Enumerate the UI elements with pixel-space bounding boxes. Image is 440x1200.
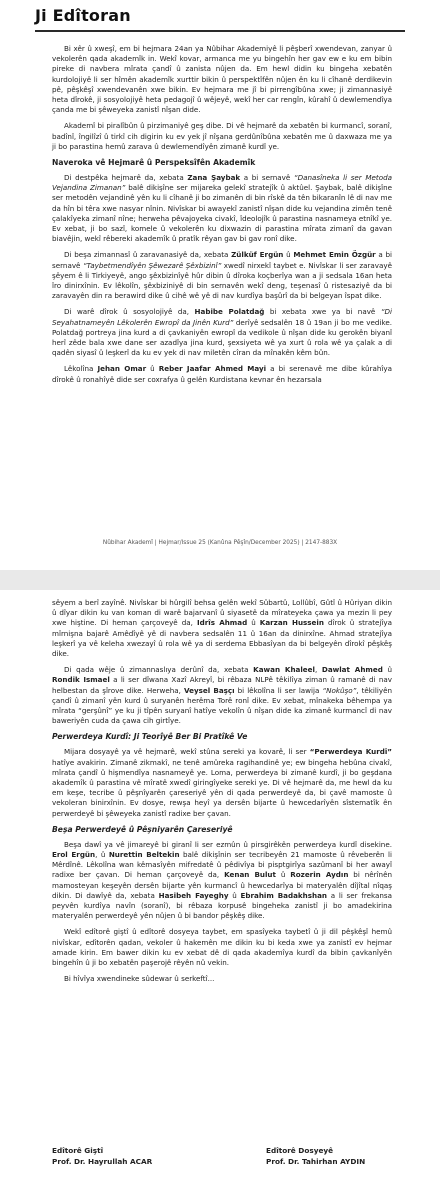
author-name: Nurettin Beltekin bbox=[108, 850, 180, 860]
signature-name: Prof. Dr. Hayrullah ACAR bbox=[52, 1157, 153, 1166]
page-footer: Nûbihar Akademî | Hejmar/Issue 25 (Kanûna Pêşîn/December 2025) | 2147-883X bbox=[102, 540, 338, 546]
article-title: “Nokûşo” bbox=[322, 685, 357, 695]
signature-role: Edîtorê Giştî bbox=[52, 1146, 104, 1155]
author-name: Hasibeh Fayeghy bbox=[158, 890, 229, 900]
signature-role: Edîtorê Dosyeyê bbox=[266, 1146, 334, 1155]
author-name: Kenan Bulut bbox=[224, 870, 276, 880]
title-underline bbox=[35, 30, 405, 32]
author-name: Veysel Başçı bbox=[183, 685, 235, 695]
page-gap bbox=[0, 570, 440, 590]
paragraph: Bi hîvîya xwendineke sûdewar û serkeftî... bbox=[64, 974, 215, 984]
paragraph: Di warê dîrok û sosyolojiyê da, Habibe Polatdağ bi xebata xwe ya bi navê “Di Seyahatnameyên Lêkolerên Ewropî da Jinên Kurd” derîyê sedsalên 18 û 19an ji bo me vedike. Polatdağ portreya jina kurd a di çavkaniyên ewropî da vedikole û nîşan dide ku gerokên biyanî herî zêde bala xwe dane ser azadîya jina kurd, şexsiyeta wê ya xurt û rola wê ya çalak a di qadên siyasî û leşkerî da ku ev yek di nav miletên cîran da mînakên kêm bûn. bbox=[52, 307, 392, 358]
author-name: Idrîs Ahmad bbox=[196, 618, 248, 628]
author-name: Erol Ergün bbox=[52, 850, 96, 860]
page1-body bbox=[52, 44, 392, 391]
section-heading: Perwerdeya Kurdî: Ji Teorîyê Ber Bi Pratîkê Ve bbox=[52, 732, 248, 742]
paragraph: sêyem a berî zayînê. Nivîskar bi hûrgilî behsa gelên wekî Sûbartû, Lollûbî, Gûtî û Hûriyan dikin û dîyar dikin ku van koman di warê bajarvanî û siyasetê da mîrateyeka çawa ya mezin li pey xwe hiştine. Di heman çarçoveyê da, Idrîs Ahmad û Karzan Hussein dîrok û stratejîya mîrnişna bajarê Amêdîyê yê di navbera sedsalên 11 û 16an da dinirxîne. Ahmad stratejîya leşkerî ya vê keleha xwezayî û rola wê ya di serdema Ebbasîyan da bi belgeyên dîrokî pêşkêş dike. bbox=[52, 598, 392, 659]
author-name: Rozerin Aydın bbox=[290, 870, 349, 880]
author-name: Jehan Omar bbox=[97, 364, 147, 374]
paragraph: Di destpêka hejmarê da, xebata Zana Şaybak a bi sernavê “Danasîneka li ser Metoda Vejandina Zimanan” balê dikişîne ser mijareka gelekî stratejîk û aktûel. Şaybak, balê dikişîne ser metodên vejandinê yên ku li cîhanê ji bo zimanên di bin rîskê da tên bikaranîn lê di nav me da hîn bi têra xwe nasyar nînin. Nivîskar bi awayekî zanistî nîşan dide ku vejandina zimên tenê çalakîyeka zimanî nîne; herweha pêvajoyeka civakî, îdeolojîk û parastina nasnameya etnîkî ye. Ev xebat, ji bo sazî, komele û vekolerên ku dixwazin di parastina mîrata zimanî da gavan biavêjin, wekî rêbereki akademîk û pratîk rêyan gav bi gav ronî dike. bbox=[52, 173, 393, 244]
author-name: Zülküf Ergün bbox=[231, 250, 284, 260]
paragraph: Wekî edîtorê giştî û edîtorê dosyeya taybet, em spasîyeka taybetî û ji dil pêşkêşî hemû nivîskar, edîtorên qadan, vekoler û hakemên me dikin ku bi keda xwe ya zanistî ev hejmar amade kirin. Em bawer dikin ku ev xebat dê di qada akademîya kurdî da bibin çavkanîyên bingehîn û ji bo xebatên paşerojê rêyên nû vekin. bbox=[52, 927, 392, 968]
emphasis: “Perwerdeya Kurdî” bbox=[309, 747, 392, 757]
section-heading: Beşa Perwerdeyê û Pêşniyarên Çareseriyê bbox=[52, 824, 233, 834]
paragraph: Di qada wêje û zimannaslıya derûnî da, xebata Kawan Khaleel, Dawlat Ahmed û Rondik Ismael a li ser dîwana Xazî Akreyî, bi rêbaza NLPê têkilîya ziman û ramanê di nav helbestan da şîrove dike. Herweha, Veysel Başçı bi lêkolîna li ser lawija “Nokûşo”, têkiliyên çandî û zimanî yên kurd û suryanên herêma Torê ronî dike. Ev xebat, mînakeka bêhempa ya mîrata “gerşûnî” ye ku ji tîpên suryanî hatîye vekolîn û nîşan dide ka zimanê kurmancî di nav baweriyên cuda da çawa cih girtîye. bbox=[52, 665, 393, 726]
signature-dossier-editor bbox=[266, 1145, 365, 1167]
page2-body bbox=[52, 598, 392, 991]
author-name: Habibe Polatdağ bbox=[194, 307, 265, 317]
paragraph: Di beşa zimannasî û zaravanasiyê da, xebata Zülküf Ergün û Mehmet Emin Özgür a bi sernavê “Taybetmendîyên Şêwezarê Şêxbizinî” xwedî nirxekî taybet e. Nivîskar li ser zaravayê şêyem ê li Tirkiyeyê, ango şêxbizinîyê hûr dibin û dîroka koçberîya wan a ji sedsala 16an heta îro dinirxînin. Ev lêkolîn, şêxbiziniyê di bin sernavên wekî deng, teşenasî û ristesaziyê da bi zaravayên din ra berawird dike û cihê wê yê di nav kurdîya başûrî da bi belgeyan îspat dike. bbox=[52, 250, 392, 301]
author-name: Ebrahim Badakhshan bbox=[240, 890, 327, 900]
editorial-page-2 bbox=[0, 590, 440, 1200]
paragraph: Beşa dawî ya vê jimareyê bi giranî li ser ezmûn û pirsgirêkên perwerdeya kurdî disekine. Erol Ergün, û Nurettin Beltekin balê dikişînin ser tecribeyên 21 mamoste û rêveberên li Mêrdînê. Lêkolîna wan kêmasîyên mifredatê û pêdivîya bi pisptgirîya sazûmanî bi her awayî radixe ber çavan. Di heman çarçoveyê da, Kenan Bulut û Rozerin Aydın bi nêrînên mamosteyan keşeyên dersên bijarte yên kurmancî û hewcedarîya bi materyalên dîjîtal nîqaş dikin. Di dawîyê da, xebata Hasibeh Fayeghy û Ebrahim Badakhshan a li ser frekansa peyvên kurdîya navîn (soranî), bi rêbaza korpusê bingeheka zanistî ji bo amadekirina materyalên perwerdeyê yên nûjen û bi bandor pêşkêş dike. bbox=[52, 839, 393, 921]
author-name: Kawan Khaleel bbox=[253, 665, 315, 675]
author-name: Rondik Ismael bbox=[52, 675, 110, 685]
article-title: “Danasîneka li ser Metoda Vejandina Zimanan” bbox=[52, 173, 392, 193]
section-heading: Naveroka vê Hejmarê û Perspeksîfên Akademîk bbox=[52, 158, 256, 168]
author-name: Karzan Hussein bbox=[259, 618, 324, 628]
author-name: Reber Jaafar Ahmed Mayi bbox=[158, 364, 267, 374]
paragraph: Bi xêr û xweşî, em bi hejmara 24an ya Nûbihar Akademiyê li pêşberî xwendevan, zanyar û vekolerên qada akademîk in. Wekî kovar, armanca me yu bingehîn her gav ew e ku em bibin pireke di navbera mîrata çandî û zanista nûjen da. Em hewl didin ku bingeha xebatên kurdolojiyê li ser hîmên akademîk xurttir bikin û perspektîfên nûjen ên ku li cîhanê derdikevin pê, pêşkêşî xwendevanên xwe bikin. Ev hejmara me jî bi pirrengîbûna xwe; ji zimannasiyê heta dîrokê, ji sosyolojiyê heta pedagojî û wêjeyê, wekî her car rengîn, kûrahî û dewlemendîya çanda me bi şêweyeka zanistî nîşan dide. bbox=[52, 44, 392, 115]
author-name: Zana Şaybak bbox=[187, 173, 241, 183]
signature-name: Prof. Dr. Tahirhan AYDIN bbox=[266, 1157, 366, 1166]
paragraph: Lêkolîna Jehan Omar û Reber Jaafar Ahmed Mayi a bi serenavê me dibe kûrahîya dîrokê û ronahîyê dide ser coxrafya û gelên Kurdistana kevnar ên hezarsala bbox=[52, 364, 392, 384]
editorial-page-1 bbox=[0, 0, 440, 570]
author-name: Mehmet Emin Özgür bbox=[293, 250, 376, 260]
article-title: “Di Seyahatnameyên Lêkolerên Ewropî da Jinên Kurd” bbox=[52, 307, 392, 327]
author-name: Dawlat Ahmed bbox=[321, 665, 383, 675]
paragraph: Mijara dosyayê ya vê hejmarê, wekî stûna sereki ya kovarê, li ser “Perwerdeya Kurdî” hatîye avakirin. Zimanê zikmakî, ne tenê amûreka ragihandinê ye; ew bingeha hebûna civakî, mîrata çandî û hişmendîya nasnameyê ye. Loma, perwerdeya bi zimanê kurdî, ji bo geşdana akademîk û parastina vê mîratê xwedî giringîyeke sereki ye. Di vê hejmarê da, me hewl da ku em keşe, tecribe û pêşnîyarên çareseriyê yên di qada perwerdeyê da, bi çavê mamoste û vekoleran binirxînin. Ev dosye, rewşa heyî ya dersên bijarte û hewcedarîyên sîstematîk ên perwerdeyê bi şêweyeka zanistî radixe ber çavan. bbox=[52, 747, 392, 818]
paragraph: Akademî bi piralîbûn û pirzimaniyê geş dibe. Di vê hejmarê da xebatên bi kurmancî, soranî, badînî, îngilîzî û tirkî cih digirin ku ev yek jî nîşana gerdûnîbûna xebatên me û daxwaza me ya ji bo parastina hemû zarava û dewlemendîyên zimanê kurdî ye. bbox=[52, 121, 392, 151]
article-title: “Taybetmendîyên Şêwezarê Şêxbizinî” bbox=[82, 260, 222, 270]
page-title: Ji Edîtoran bbox=[35, 6, 131, 25]
signature-general-editor bbox=[52, 1145, 152, 1167]
